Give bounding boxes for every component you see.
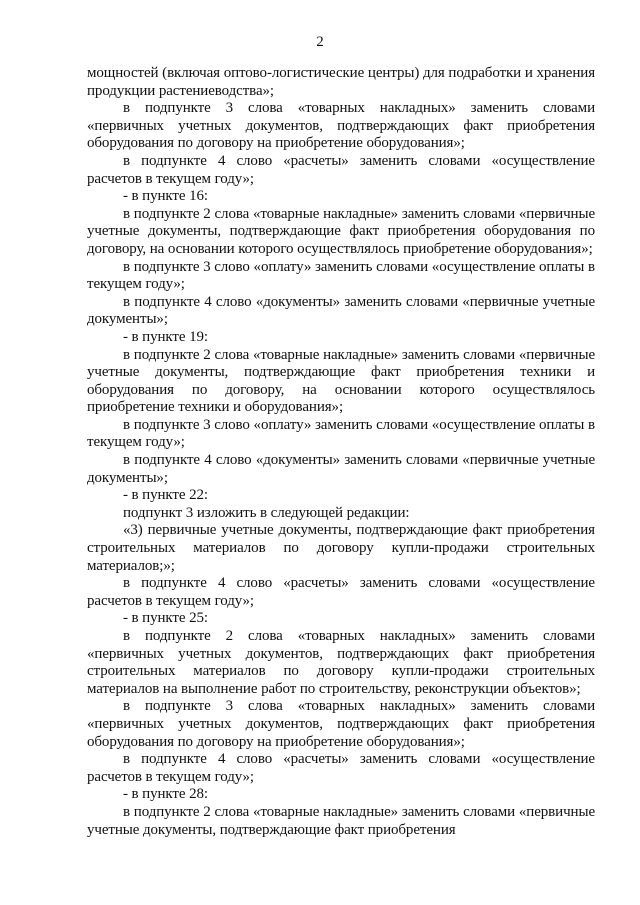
paragraph: - в пункте 16:	[123, 188, 208, 205]
page-number: 2	[316, 34, 324, 50]
paragraph: в подпункте 2 слова «товарные накладные» заменить словами «первичные учетные документы, подтверждающие факт приобретения оборудования по договору, на основании которого осуществлялось приобретение оборудования»;	[87, 205, 595, 257]
paragraph: в подпункте 4 слово «документы» заменить словами «первичные учетные документы»;	[87, 452, 595, 486]
paragraph: в подпункте 4 слово «расчеты» заменить словами «осуществление расчетов в текущем году»;	[87, 575, 595, 609]
paragraph: в подпункте 4 слово «документы» заменить словами «первичные учетные документы»;	[87, 293, 595, 328]
document-body	[87, 65, 595, 839]
paragraph: в подпункте 4 слово «расчеты» заменить словами «осуществление расчетов в текущем году»;	[87, 751, 595, 785]
paragraph: мощностей (включая оптово-логистические центры) для подработки и хранения продукции растениеводства»;	[87, 65, 595, 99]
paragraph: в подпункте 3 слово «оплату» заменить словами «осуществление оплаты в текущем году»;	[87, 416, 595, 451]
paragraph: в подпункте 3 слово «оплату» заменить словами «осуществление оплаты в текущем году»;	[87, 258, 595, 293]
paragraph: - в пункте 25:	[123, 610, 208, 627]
paragraph: «3) первичные учетные документы, подтверждающие факт приобретения строительных материалов по договору купли-продажи строительных материалов;»;	[87, 522, 595, 574]
paragraph: в подпункте 2 слова «товарные накладные» заменить словами «первичные учетные документы, подтверждающие факт приобретения техники и оборудования по договору, на основании которого осуществлялось приобретение техники и оборудования»;	[87, 346, 595, 416]
paragraph: в подпункте 3 слова «товарных накладных» заменить словами «первичных учетных документов, подтверждающих факт приобретения оборудования по договору на приобретение оборудования»;	[87, 100, 595, 152]
paragraph: в подпункте 2 слова «товарные накладные» заменить словами «первичные учетные документы, подтверждающие факт приобретения	[87, 803, 595, 838]
paragraph: в подпункте 4 слово «расчеты» заменить словами «осуществление расчетов в текущем году»;	[87, 152, 595, 187]
paragraph: - в пункте 19:	[123, 328, 208, 345]
paragraph: подпункт 3 изложить в следующей редакции:	[123, 504, 410, 521]
paragraph: - в пункте 22:	[123, 487, 208, 504]
paragraph: в подпункте 2 слова «товарных накладных» заменить словами «первичных учетных документов, подтверждающих факт приобретения строительных материалов по договору купли-продажи строительных материалов на выполнение работ по строительству, реконструкции объектов»;	[87, 628, 595, 697]
paragraph: в подпункте 3 слова «товарных накладных» заменить словами «первичных учетных документов, подтверждающих факт приобретения оборудования по договору на приобретение оборудования»;	[87, 698, 595, 750]
paragraph: - в пункте 28:	[123, 786, 208, 803]
